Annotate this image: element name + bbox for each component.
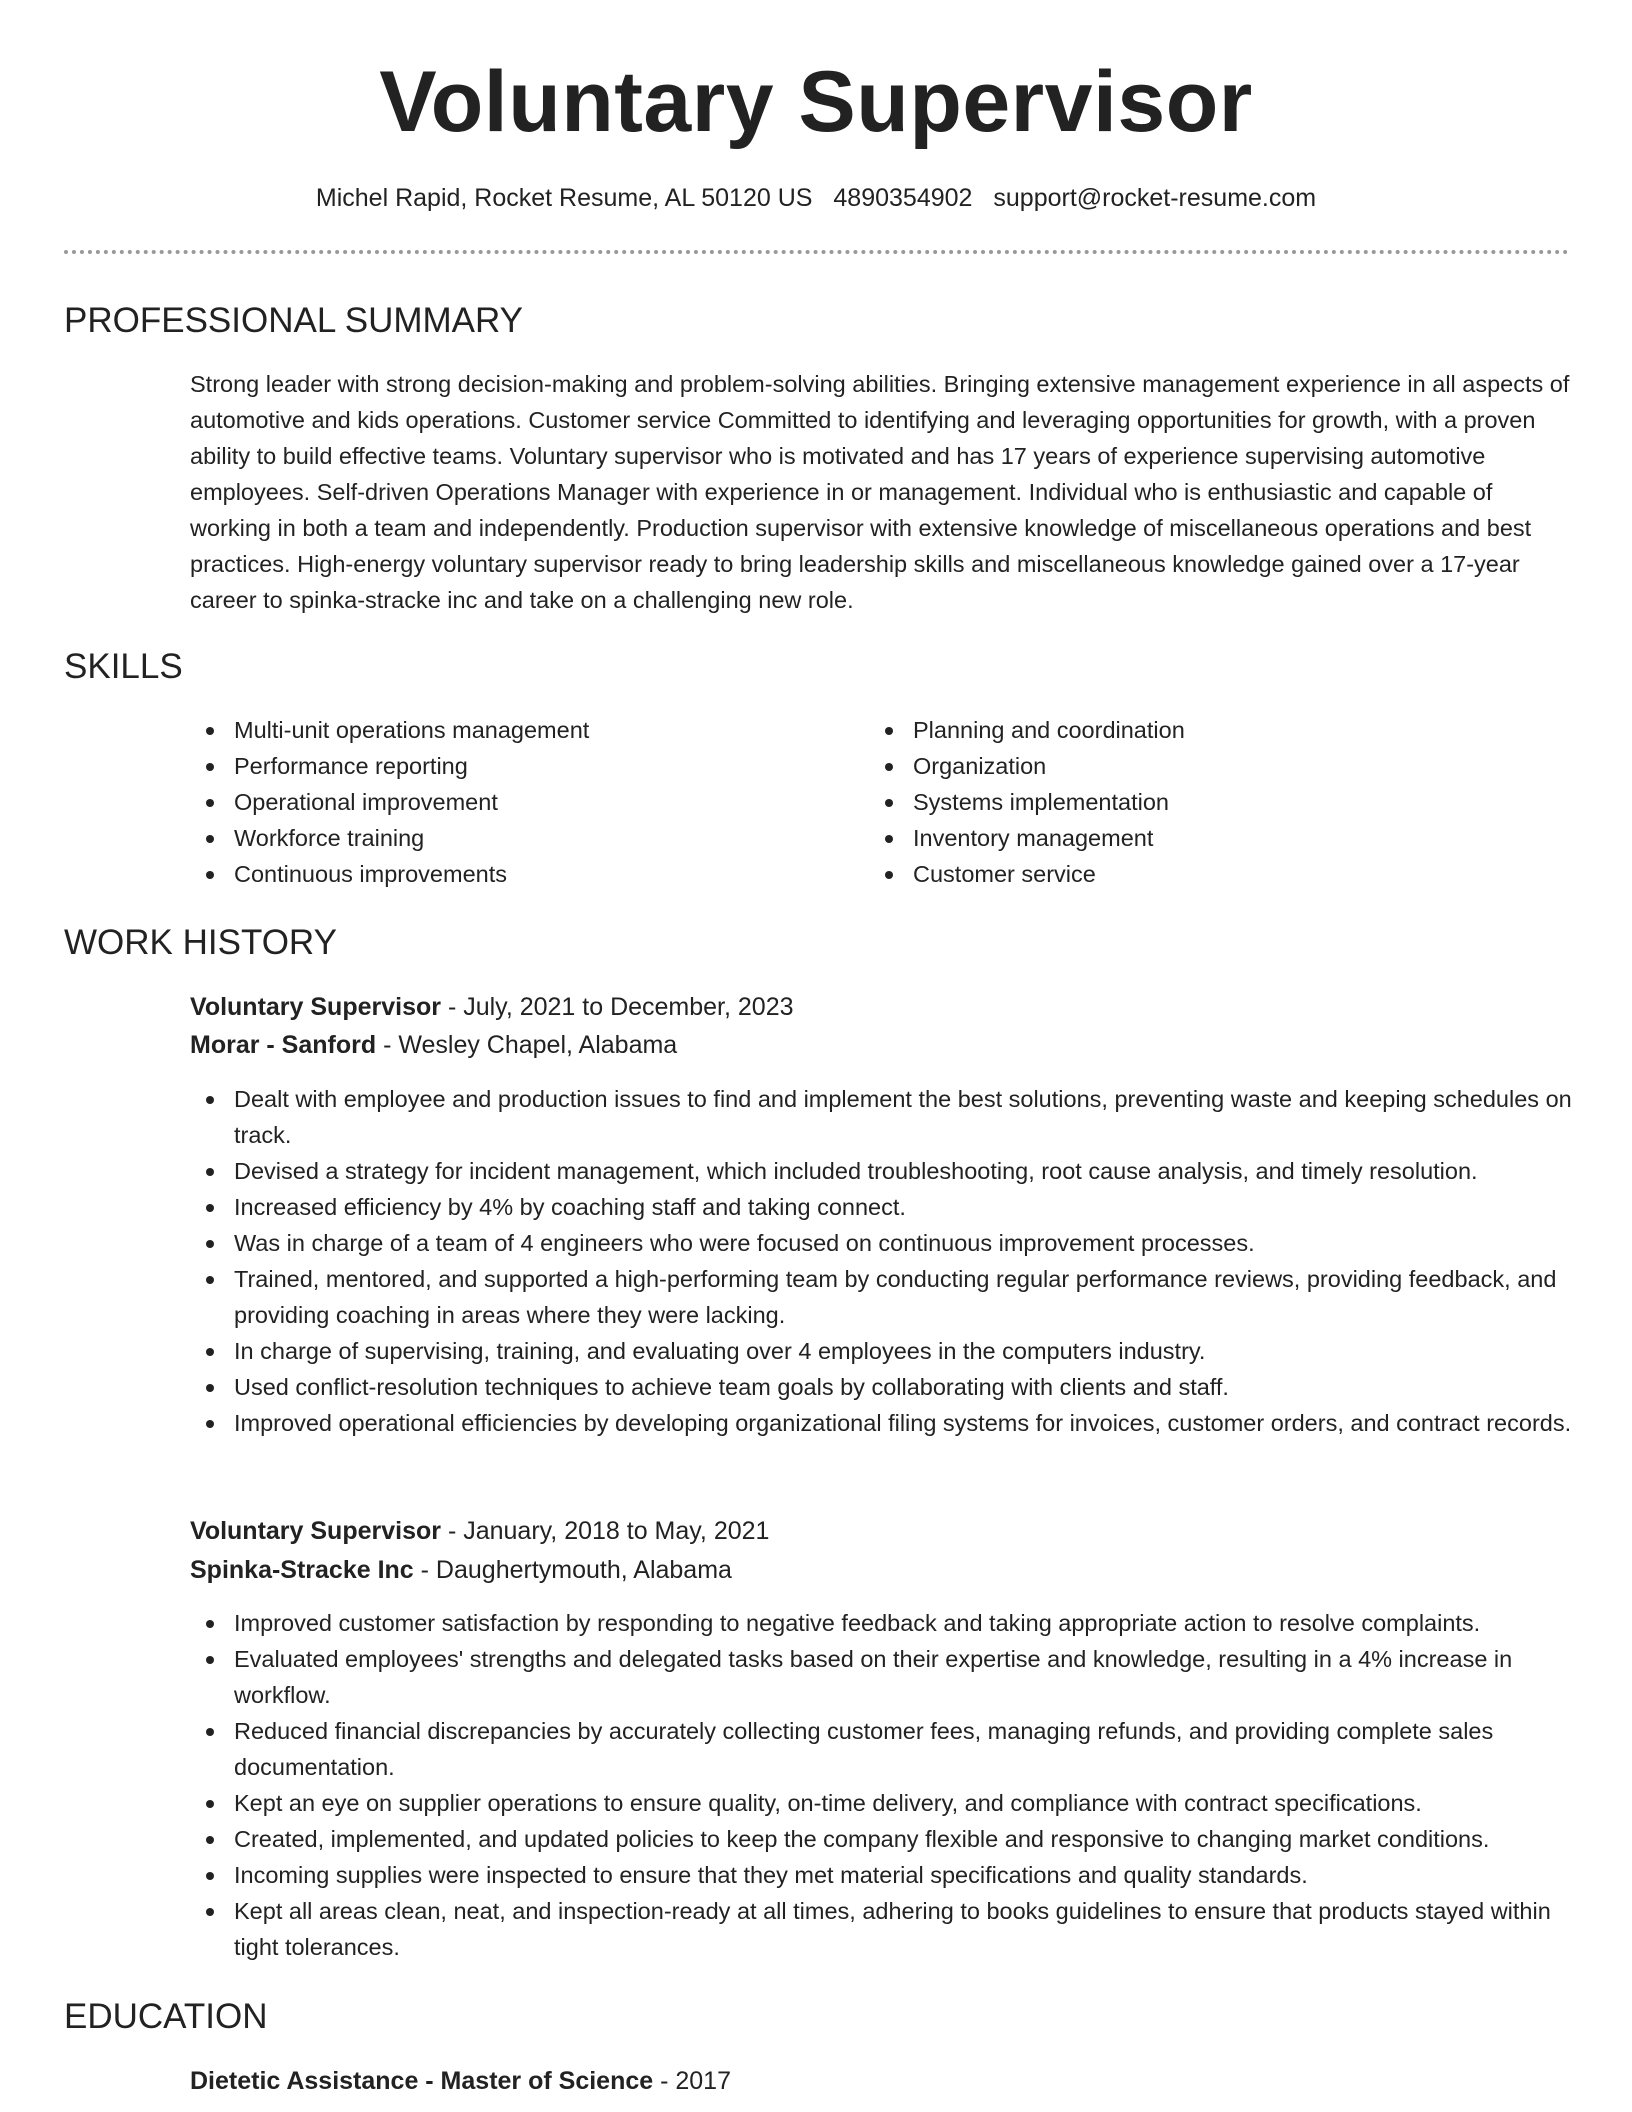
skill-item: Multi-unit operations management: [190, 712, 830, 748]
skill-item: Organization: [869, 748, 1509, 784]
job-bullet: Kept an eye on supplier operations to ensure quality, on-time delivery, and compliance with contract specifications.: [190, 1785, 1575, 1821]
job-company: Spinka-Stracke Inc: [190, 1556, 414, 1584]
job-location: - Daughertymouth, Alabama: [413, 1556, 732, 1584]
job-role: Voluntary Supervisor: [190, 1517, 441, 1545]
header-divider: [64, 250, 1569, 254]
summary-text: Strong leader with strong decision-making and problem-solving abilities. Bringing extensive management experience in all aspects of automotive and kids operations. Customer service Committed to identifying and leveraging opportunities for growth, with a proven ability to build effective teams. Voluntary supervisor who is motivated and has 17 years of experience supervising automotive employees. Self-driven Operations Manager with experience in or management. Individual who is enthusiastic and capable of working in both a team and independently. Production supervisor with extensive knowledge of miscellaneous operations and best practices. High-energy voluntary supervisor ready to bring leadership skills and miscellaneous knowledge gained over a 17-year career to spinka-stracke inc and take on a challenging new role.: [190, 371, 1570, 613]
job-bullet: Dealt with employee and production issues to find and implement the best solutions, preventing waste and keeping schedules on track.: [190, 1081, 1575, 1153]
job-dates: - January, 2018 to May, 2021: [441, 1517, 770, 1545]
education-year: - 2017: [653, 2067, 731, 2095]
job-dates: - July, 2021 to December, 2023: [441, 993, 794, 1021]
job-title-line: [190, 988, 794, 1026]
skill-item: Operational improvement: [190, 784, 830, 820]
job-bullet: Devised a strategy for incident management, which included troubleshooting, root cause analysis, and timely resolution.: [190, 1153, 1575, 1189]
job-title-line: [190, 1512, 769, 1550]
education-entry: [190, 2062, 731, 2100]
job-bullet: Was in charge of a team of 4 engineers who were focused on continuous improvement processes.: [190, 1225, 1575, 1261]
job-bullet: Created, implemented, and updated policies to keep the company flexible and responsive to changing market conditions.: [190, 1821, 1575, 1857]
skill-item: Customer service: [869, 856, 1509, 892]
job-bullet: Kept all areas clean, neat, and inspection-ready at all times, adhering to books guidelines to ensure that products stayed within tight tolerances.: [190, 1893, 1575, 1965]
summary-heading: PROFESSIONAL SUMMARY: [64, 301, 523, 340]
job-bullet: Improved customer satisfaction by responding to negative feedback and taking appropriate action to resolve complaints.: [190, 1605, 1575, 1641]
skill-item: Workforce training: [190, 820, 830, 856]
job-bullet: Trained, mentored, and supported a high-performing team by conducting regular performance reviews, providing feedback, and providing coaching in areas where they were lacking.: [190, 1261, 1575, 1333]
contact-phone: 4890354902: [833, 184, 973, 212]
work-heading: WORK HISTORY: [64, 923, 337, 962]
job-bullet: Used conflict-resolution techniques to achieve team goals by collaborating with clients and staff.: [190, 1369, 1575, 1405]
skills-list-right: [869, 712, 1509, 892]
job-bullet: Incoming supplies were inspected to ensure that they met material specifications and quality standards.: [190, 1857, 1575, 1893]
resume-name: Voluntary Supervisor: [379, 54, 1253, 150]
skills-heading: SKILLS: [64, 647, 183, 686]
education-degree: Dietetic Assistance - Master of Science: [190, 2067, 654, 2095]
job-bullet-list: [190, 1605, 1575, 1965]
contact-address: Michel Rapid, Rocket Resume, AL 50120 US: [315, 184, 813, 212]
skills-list-left: [190, 712, 830, 892]
job-location: - Wesley Chapel, Alabama: [376, 1031, 678, 1059]
job-company-line: [190, 1551, 732, 1589]
education-heading: EDUCATION: [64, 1997, 268, 2036]
job-bullet: Improved operational efficiencies by developing organizational filing systems for invoices, customer orders, and contract records.: [190, 1405, 1575, 1441]
job-bullet: In charge of supervising, training, and evaluating over 4 employees in the computers industry.: [190, 1333, 1575, 1369]
skill-item: Planning and coordination: [869, 712, 1509, 748]
skill-item: Continuous improvements: [190, 856, 830, 892]
job-role: Voluntary Supervisor: [190, 993, 441, 1021]
job-bullet: Increased efficiency by 4% by coaching staff and taking connect.: [190, 1189, 1575, 1225]
contact-line: [0, 180, 1632, 216]
job-company: Morar - Sanford: [190, 1031, 377, 1059]
skill-item: Performance reporting: [190, 748, 830, 784]
job-bullet-list: [190, 1081, 1575, 1441]
job-bullet: Evaluated employees' strengths and delegated tasks based on their expertise and knowledge, resulting in a 4% increase in workflow.: [190, 1641, 1575, 1713]
skill-item: Inventory management: [869, 820, 1509, 856]
contact-email: support@rocket-resume.com: [993, 184, 1317, 212]
skill-item: Systems implementation: [869, 784, 1509, 820]
job-company-line: [190, 1026, 677, 1064]
job-bullet: Reduced financial discrepancies by accurately collecting customer fees, managing refunds, and providing complete sales documentation.: [190, 1713, 1575, 1785]
